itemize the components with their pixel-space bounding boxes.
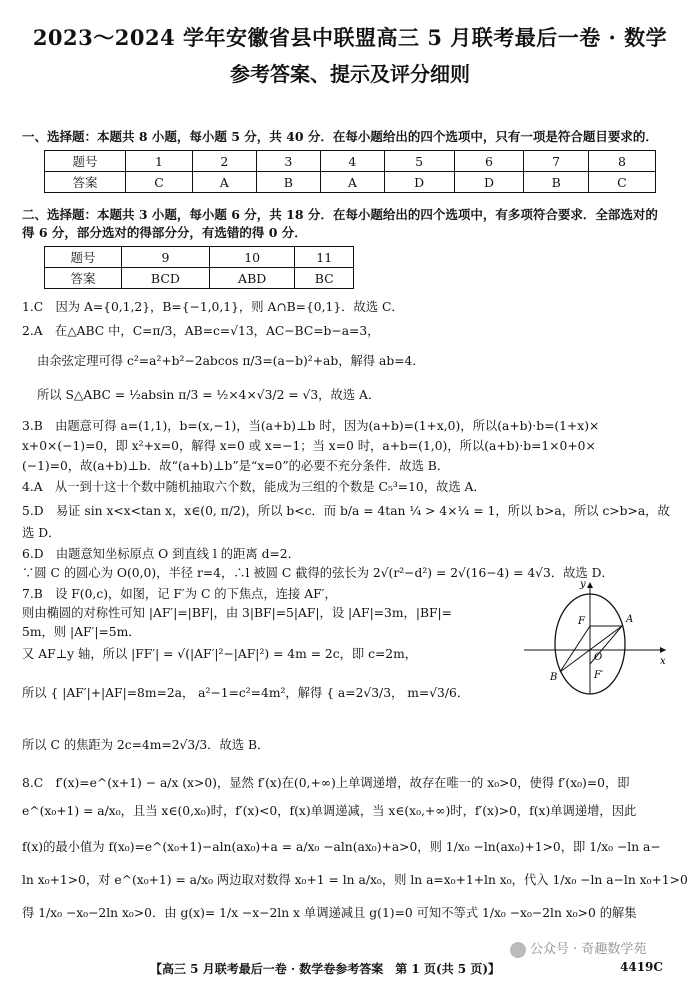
solution-line: 所以 S△ABC = ½absin π/3 = ½×4×√3/2 = √3，故选 A． [37,388,381,402]
page-subtitle: 参考答案、提示及评分细则 [230,62,470,86]
solution-line: 由余弦定理可得 c²=a²+b²−2abcos π/3=(a−b)²+ab，解得 ab=4． [37,354,425,368]
table-cell: B [524,172,589,193]
row-label: 题号 [45,247,122,268]
solution-line: e^(x₀+1) = a/x₀，且当 x∈(0,x₀)时，f′(x)<0，f(x)单调递减，当 x∈(x₀,+∞)时，f′(x)>0，f(x)单调递增，因此 [22,804,637,818]
solution-line: 所以 { |AF′|+|AF|=8m=2a， a²−1=c²=4m²，解得 { a=2√3/3， m=√3/6． [22,686,470,700]
wechat-icon [510,942,526,958]
table-cell: B [256,172,321,193]
table-cell: 4 [321,151,385,172]
solution-line: 选 D． [22,526,61,540]
table-cell: ABD [209,268,295,289]
section2-heading-line1: 二、选择题：本题共 3 小题，每小题 6 分，共 18 分．在每小题给出的四个选项中，有多项符合要求．全部选对的 [22,207,658,222]
solution-line: x+0×(−1)=0，即 x²+x=0，解得 x=0 或 x=−1；当 x=0 时，a+b=(1,0)，所以(a+b)·b=1×0+0× [22,439,596,453]
label-f-prime: F′ [594,670,604,681]
section1-answer-table [44,150,656,193]
solution-line: 8.C f′(x)=e^(x+1) − a/x (x>0)，显然 f′(x)在(0,+∞)上单调递增，故存在唯一的 x₀>0，使得 f′(x₀)=0，即 [22,776,630,790]
page-footer: 【高三 5 月联考最后一卷 · 数学卷参考答案 第 1 页(共 5 页)】 [150,962,501,976]
solution-line: (−1)=0，故(a+b)⊥b．故“(a+b)⊥b”是“x=0”的必要不充分条件．故选 B． [22,459,450,473]
label-f: F [578,616,585,627]
label-b: B [550,672,558,683]
solution-line: 5m，则 |AF′|=5m． [22,625,141,639]
x-axis-arrow [660,647,666,653]
solution-line: f(x)的最小值为 f(x₀)=e^(x₀+1)−aln(ax₀)+a = a/x₀ −aln(ax₀)+a>0，则 1/x₀ −ln(ax₀)+1>0，即 1/x₀ −ln a− [22,840,661,854]
table-cell: 8 [588,151,655,172]
table-cell: 5 [384,151,454,172]
table-cell: 10 [209,247,295,268]
solution-line: 又 AF⊥y 轴，所以 |FF′| = √(|AF′|²−|AF|²) = 4m = 2c，即 c=2m， [22,647,418,661]
page-title: 2023～2024 学年安徽省县中联盟高三 5 月联考最后一卷 · 数学 [32,25,668,50]
label-o: O [594,652,603,663]
table-cell: D [384,172,454,193]
table-cell: 1 [126,151,193,172]
ellipse-figure [520,578,670,696]
watermark-text: 公众号 · 奇趣数学苑 [530,942,647,957]
row-label: 答案 [45,268,122,289]
table-cell: A [321,172,385,193]
table-cell: BCD [122,268,210,289]
label-y: y [580,579,586,590]
label-a: A [626,614,634,625]
row-label: 题号 [45,151,126,172]
table-row [45,151,656,172]
table-row [45,172,656,193]
section2-heading-line2: 得 6 分，部分选对的得部分分，有选错的得 0 分． [22,225,307,240]
solution-line: 得 1/x₀ −x₀−2ln x₀>0．由 g(x)= 1/x −x−2ln x 单调递减且 g(1)=0 可知不等式 1/x₀ −x₀−2ln x₀>0 的解集 [22,906,637,920]
watermark [510,938,646,958]
solution-line: 1.C 因为 A={0,1,2}，B={−1,0,1}，则 A∩B={0,1}．故选 C． [22,300,404,314]
solution-line: 2.A 在△ABC 中，C=π/3，AB=c=√13，AC−BC=b−a=3， [22,324,380,338]
table-cell: C [126,172,193,193]
label-x: x [660,656,666,667]
solution-line: 6.D 由题意知坐标原点 O 到直线 l 的距离 d=2． [22,547,300,561]
table-cell: 11 [295,247,354,268]
table-cell: D [454,172,524,193]
solution-line: 则由椭圆的对称性可知 |AF′|=|BF|，由 3|BF|=5|AF|，设 |AF|=3m，|BF|= [22,606,452,620]
solution-line: 7.B 设 F(0,c)，如图，记 F′为 C 的下焦点，连接 AF′， [22,587,337,601]
solution-line: 3.B 由题意可得 a=(1,1)，b=(x,−1)，当(a+b)⊥b 时，因为(a+b)=(1+x,0)，所以(a+b)·b=(1+x)× [22,419,600,433]
table-cell: 9 [122,247,210,268]
table-cell: 6 [454,151,524,172]
solution-line: ∵圆 C 的圆心为 O(0,0)，半径 r=4，∴l 被圆 C 截得的弦长为 2√(r²−d²) = 2√(16−4) = 4√3．故选 D． [22,566,614,580]
table-row [45,268,354,289]
table-row [45,247,354,268]
solution-line: 4.A 从一到十这十个数中随机抽取六个数，能成为三组的个数是 C₅³=10，故选 A． [22,480,486,494]
page-code: 4419C [620,960,663,974]
table-cell: C [588,172,655,193]
row-label: 答案 [45,172,126,193]
y-axis-arrow [587,582,593,588]
solution-line: 所以 C 的焦距为 2c=4m=2√3/3．故选 B． [22,738,270,752]
table-cell: BC [295,268,354,289]
table-cell: 3 [256,151,321,172]
section1-heading: 一、选择题：本题共 8 小题，每小题 5 分，共 40 分．在每小题给出的四个选项中，只有一项是符合题目要求的． [22,129,658,144]
segment-fb [560,626,590,672]
table-cell: 7 [524,151,589,172]
segment-ab [560,626,622,672]
table-cell: 2 [193,151,257,172]
solution-line: ln x₀+1>0，对 e^(x₀+1) = a/x₀ 两边取对数得 x₀+1 = ln a/x₀，则 ln a=x₀+1+ln x₀，代入 1/x₀ −ln a−ln x₀+1>0 [22,873,688,887]
table-cell: A [193,172,257,193]
solution-line: 5.D 易证 sin x<x<tan x，x∈(0, π/2)，所以 b<c．而 b/a = 4tan ¼ > 4×¼ = 1，所以 b>a，所以 c>b>a，故 [22,504,670,518]
section2-answer-table [44,246,354,289]
